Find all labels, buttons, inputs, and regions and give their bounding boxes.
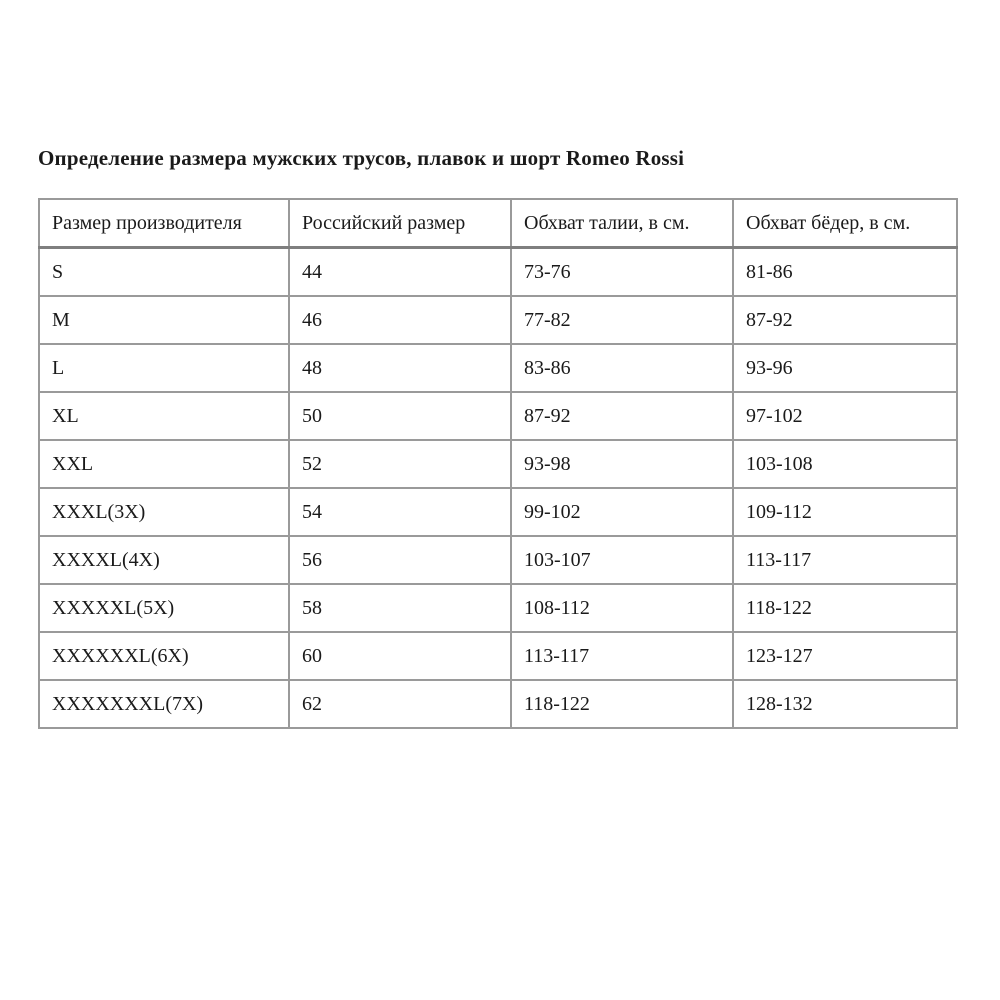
table-cell: 97-102 (733, 392, 957, 440)
table-row (39, 248, 957, 297)
table-cell: 113-117 (511, 632, 733, 680)
table-cell: 87-92 (733, 296, 957, 344)
table-row (39, 632, 957, 680)
table-row (39, 440, 957, 488)
table-cell: 108-112 (511, 584, 733, 632)
table-cell: 56 (289, 536, 511, 584)
table-cell: M (39, 296, 289, 344)
table-cell: 77-82 (511, 296, 733, 344)
size-table-body (39, 248, 957, 729)
table-row (39, 584, 957, 632)
table-cell: 128-132 (733, 680, 957, 728)
table-cell: 60 (289, 632, 511, 680)
table-cell: 54 (289, 488, 511, 536)
table-cell: 123-127 (733, 632, 957, 680)
table-cell: 83-86 (511, 344, 733, 392)
table-cell: 46 (289, 296, 511, 344)
table-cell: XXXXXXXL(7X) (39, 680, 289, 728)
table-cell: XXXXXXL(6X) (39, 632, 289, 680)
page-title: Определение размера мужских трусов, плавок и шорт Romeo Rossi (38, 146, 685, 170)
table-cell: XL (39, 392, 289, 440)
table-cell: 58 (289, 584, 511, 632)
table-cell: 103-107 (511, 536, 733, 584)
table-cell: 44 (289, 248, 511, 297)
table-cell: 113-117 (733, 536, 957, 584)
table-cell: 93-96 (733, 344, 957, 392)
table-row (39, 680, 957, 728)
table-cell: 81-86 (733, 248, 957, 297)
table-cell: 73-76 (511, 248, 733, 297)
table-row (39, 536, 957, 584)
table-cell: 50 (289, 392, 511, 440)
table-row (39, 392, 957, 440)
table-row (39, 488, 957, 536)
table-cell: 103-108 (733, 440, 957, 488)
table-header-row (39, 199, 957, 248)
column-header-manufacturer-size: Размер производителя (39, 199, 289, 248)
column-header-hips: Обхват бёдер, в см. (733, 199, 957, 248)
table-row (39, 344, 957, 392)
table-cell: 99-102 (511, 488, 733, 536)
table-cell: L (39, 344, 289, 392)
table-cell: 62 (289, 680, 511, 728)
table-cell: 48 (289, 344, 511, 392)
table-cell: 87-92 (511, 392, 733, 440)
table-cell: 118-122 (511, 680, 733, 728)
table-cell: XXL (39, 440, 289, 488)
table-cell: 118-122 (733, 584, 957, 632)
table-cell: XXXL(3X) (39, 488, 289, 536)
table-cell: S (39, 248, 289, 297)
table-cell: 109-112 (733, 488, 957, 536)
size-table (38, 198, 958, 729)
table-cell: XXXXXL(5X) (39, 584, 289, 632)
column-header-waist: Обхват талии, в см. (511, 199, 733, 248)
table-cell: 52 (289, 440, 511, 488)
table-cell: XXXXL(4X) (39, 536, 289, 584)
column-header-russian-size: Российский размер (289, 199, 511, 248)
table-cell: 93-98 (511, 440, 733, 488)
table-row (39, 296, 957, 344)
